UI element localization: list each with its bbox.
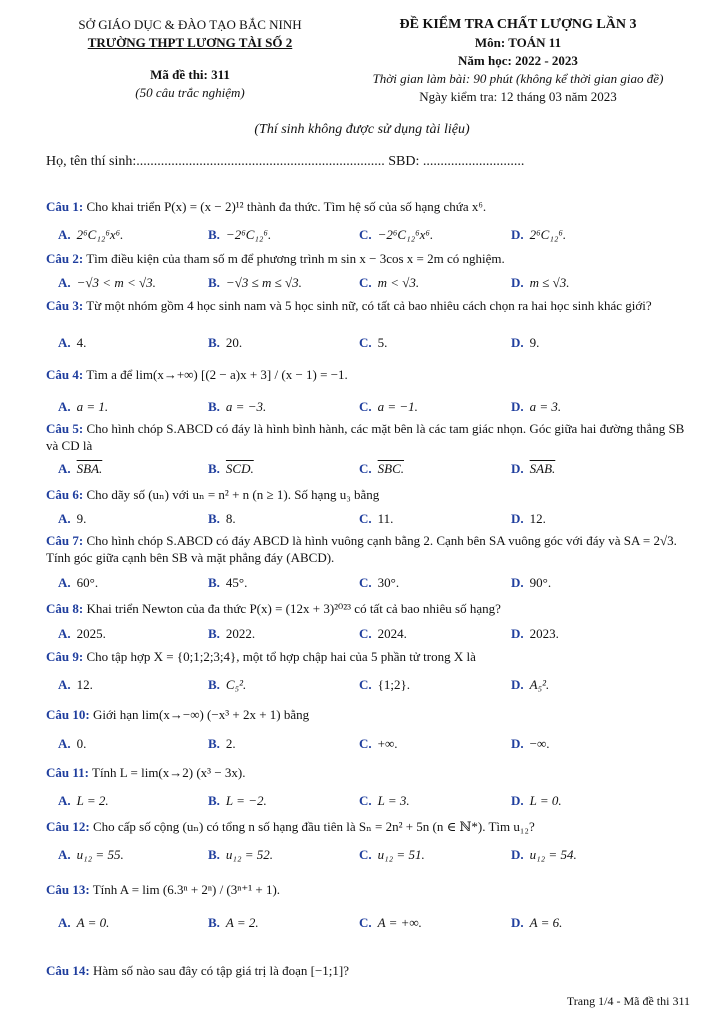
option-b[interactable]: B. 8. — [208, 511, 236, 526]
exam-title: ĐỀ KIỂM TRA CHẤT LƯỢNG LẦN 3 — [399, 17, 637, 32]
option-d[interactable]: D. a = 3. — [511, 399, 562, 414]
question-4 — [46, 366, 686, 383]
question-3 — [46, 297, 686, 314]
question-12 — [46, 818, 686, 835]
no-materials-note: (Thí sinh không được sử dụng tài liệu) — [254, 122, 470, 137]
option-d[interactable]: D. 12. — [511, 511, 546, 526]
question-11 — [46, 764, 686, 781]
question-text: Cho cấp số cộng (uₙ) có tổng n số hạng đầu tiên là Sₙ = 2n² + 5n (n ∈ ℕ*). Tìm u₁₂? — [92, 819, 535, 834]
option-b[interactable]: B. C₅². — [208, 677, 247, 692]
question-label: Câu 6: — [46, 487, 84, 502]
question-text: Cho hình chóp S.ABCD có đáy ABCD là hình vuông cạnh bằng 2. Cạnh bên SA vuông góc với đáy và SA = 2√3. Tính góc giữa cạnh bên SB và mặt phẳng đáy (ABCD). — [46, 533, 677, 565]
question-13 — [46, 881, 686, 898]
option-b[interactable]: B. −2⁶C₁₂⁶. — [208, 227, 272, 242]
question-text: Cho khai triển P(x) = (x − 2)¹² thành đa thức. Tìm hệ số của số hạng chứa x⁶. — [86, 199, 487, 214]
option-d[interactable]: D. −∞. — [511, 736, 550, 751]
option-d[interactable]: D. 90°. — [511, 575, 552, 590]
option-b[interactable]: B. 20. — [208, 335, 243, 350]
question-10-options — [58, 736, 678, 754]
question-label: Câu 3: — [46, 298, 84, 313]
question-6-options — [58, 511, 678, 529]
question-1 — [46, 198, 686, 215]
option-b[interactable]: B. 45°. — [208, 575, 248, 590]
option-b[interactable]: B. 2022. — [208, 626, 256, 641]
option-b[interactable]: B. L = −2. — [208, 793, 267, 808]
option-a[interactable]: A. L = 2. — [58, 793, 109, 808]
school-year: Năm học: 2022 - 2023 — [458, 53, 578, 68]
question-9-options — [58, 677, 678, 695]
question-7-options — [58, 575, 678, 593]
header-right — [344, 16, 692, 106]
question-3-options — [58, 335, 678, 353]
option-d[interactable]: D. 9. — [511, 335, 540, 350]
option-a[interactable]: A. −√3 < m < √3. — [58, 275, 156, 290]
option-d[interactable]: D. 2⁶C₁₂⁶. — [511, 227, 567, 242]
question-2-options — [58, 275, 678, 293]
option-c[interactable]: C. −2⁶C₁₂⁶x⁶. — [359, 227, 434, 242]
option-c[interactable]: C. a = −1. — [359, 399, 418, 414]
question-text: Tính L = lim(x→2) (x³ − 3x). — [92, 765, 246, 780]
option-a[interactable]: A. 4. — [58, 335, 87, 350]
question-label: Câu 2: — [46, 251, 84, 266]
option-d[interactable]: D. A₅². — [511, 677, 550, 692]
option-a[interactable]: A. 60°. — [58, 575, 99, 590]
question-text: Tính A = lim (6.3ⁿ + 2ⁿ) / (3ⁿ⁺¹ + 1). — [92, 882, 281, 897]
question-9 — [46, 648, 686, 665]
option-a[interactable]: A. 0. — [58, 736, 87, 751]
question-text: Khai triển Newton của đa thức P(x) = (12x + 3)²⁰²³ có tất cả bao nhiêu số hạng? — [86, 601, 501, 616]
option-c[interactable]: C. 30°. — [359, 575, 400, 590]
question-11-options — [58, 793, 678, 811]
option-b[interactable]: B. SCD. — [208, 461, 254, 476]
student-info-line: Họ, tên thí sinh:....................................................................... SBD: ............................. — [46, 154, 525, 169]
option-a[interactable]: A. 12. — [58, 677, 93, 692]
question-13-options — [58, 915, 678, 933]
option-c[interactable]: C. SBC. — [359, 461, 405, 476]
option-b[interactable]: B. u₁₂ = 52. — [208, 847, 273, 862]
question-7 — [46, 532, 686, 566]
question-5-options — [58, 461, 678, 479]
option-d[interactable]: D. u₁₂ = 54. — [511, 847, 577, 862]
question-count: (50 câu trắc nghiệm) — [135, 85, 245, 100]
question-label: Câu 4: — [46, 367, 84, 382]
question-text: Giới hạn lim(x→−∞) (−x³ + 2x + 1) bằng — [92, 707, 310, 722]
option-a[interactable]: A. 2025. — [58, 626, 106, 641]
question-6 — [46, 486, 686, 503]
option-d[interactable]: D. A = 6. — [511, 915, 563, 930]
exam-subject: Môn: TOÁN 11 — [474, 35, 562, 50]
question-label: Câu 11: — [46, 765, 89, 780]
question-label: Câu 10: — [46, 707, 90, 722]
exam-date: Ngày kiểm tra: 12 tháng 03 năm 2023 — [419, 89, 617, 104]
question-2 — [46, 250, 686, 267]
question-label: Câu 7: — [46, 533, 84, 548]
option-b[interactable]: B. a = −3. — [208, 399, 267, 414]
question-text: Hàm số nào sau đây có tập giá trị là đoạn [−1;1]? — [92, 963, 350, 978]
option-a[interactable]: A. a = 1. — [58, 399, 109, 414]
question-12-options — [58, 847, 678, 865]
school-name: TRƯỜNG THPT LƯƠNG TÀI SỐ 2 — [87, 35, 293, 50]
exam-code: Mã đề thi: 311 — [150, 67, 230, 82]
question-label: Câu 9: — [46, 649, 84, 664]
option-d[interactable]: D. m ≤ √3. — [511, 275, 570, 290]
header-left — [40, 16, 340, 102]
option-c[interactable]: C. 11. — [359, 511, 394, 526]
option-b[interactable]: B. A = 2. — [208, 915, 259, 930]
option-a[interactable]: A. SBA. — [58, 461, 103, 476]
option-a[interactable]: A. 9. — [58, 511, 87, 526]
question-1-options — [58, 227, 678, 245]
option-c[interactable]: C. 2024. — [359, 626, 407, 641]
question-label: Câu 14: — [46, 963, 90, 978]
page-footer: Trang 1/4 - Mã đề thi 311 — [566, 994, 690, 1008]
question-4-options — [58, 399, 678, 417]
question-5 — [46, 420, 686, 454]
option-c[interactable]: C. u₁₂ = 51. — [359, 847, 425, 862]
exam-duration: Thời gian làm bài: 90 phút (không kể thời gian giao đề) — [372, 71, 664, 86]
option-d[interactable]: D. 2023. — [511, 626, 559, 641]
option-c[interactable]: C. 5. — [359, 335, 388, 350]
department-name: SỞ GIÁO DỤC & ĐÀO TẠO BẮC NINH — [78, 17, 302, 32]
question-10 — [46, 706, 686, 723]
option-b[interactable]: B. 2. — [208, 736, 236, 751]
option-b[interactable]: B. −√3 ≤ m ≤ √3. — [208, 275, 302, 290]
question-14 — [46, 962, 686, 979]
question-text: Cho dãy số (uₙ) với uₙ = n² + n (n ≥ 1). Số hạng u₃ bằng — [86, 487, 380, 502]
question-text: Tìm điều kiện của tham số m để phương trình m sin x − 3cos x = 2m có nghiệm. — [86, 251, 505, 266]
question-text: Tìm a để lim(x→+∞) [(2 − a)x + 3] / (x − 1) = −1. — [86, 367, 348, 382]
option-c[interactable]: C. {1;2}. — [359, 677, 410, 692]
question-text: Cho hình chóp S.ABCD có đáy là hình bình hành, các mặt bên là các tam giác nhọn. Góc giữa hai đường thẳng SB và CD là — [46, 421, 685, 453]
question-label: Câu 13: — [46, 882, 90, 897]
question-8 — [46, 600, 686, 617]
question-label: Câu 5: — [46, 421, 84, 436]
option-a[interactable]: A. A = 0. — [58, 915, 110, 930]
question-8-options — [58, 626, 678, 644]
option-c[interactable]: C. A = +∞. — [359, 915, 422, 930]
option-d[interactable]: D. SAB. — [511, 461, 556, 476]
option-c[interactable]: C. L = 3. — [359, 793, 410, 808]
question-text: Từ một nhóm gồm 4 học sinh nam và 5 học sinh nữ, có tất cả bao nhiêu cách chọn ra hai học sinh khác giới? — [86, 298, 652, 313]
question-label: Câu 1: — [46, 199, 84, 214]
question-label: Câu 12: — [46, 819, 90, 834]
question-label: Câu 8: — [46, 601, 84, 616]
option-c[interactable]: C. m < √3. — [359, 275, 420, 290]
option-a[interactable]: A. 2⁶C₁₂⁶x⁶. — [58, 227, 124, 242]
option-d[interactable]: D. L = 0. — [511, 793, 562, 808]
option-a[interactable]: A. u₁₂ = 55. — [58, 847, 124, 862]
option-c[interactable]: C. +∞. — [359, 736, 398, 751]
question-text: Cho tập hợp X = {0;1;2;3;4}, một tổ hợp chập hai của 5 phần tử trong X là — [86, 649, 476, 664]
